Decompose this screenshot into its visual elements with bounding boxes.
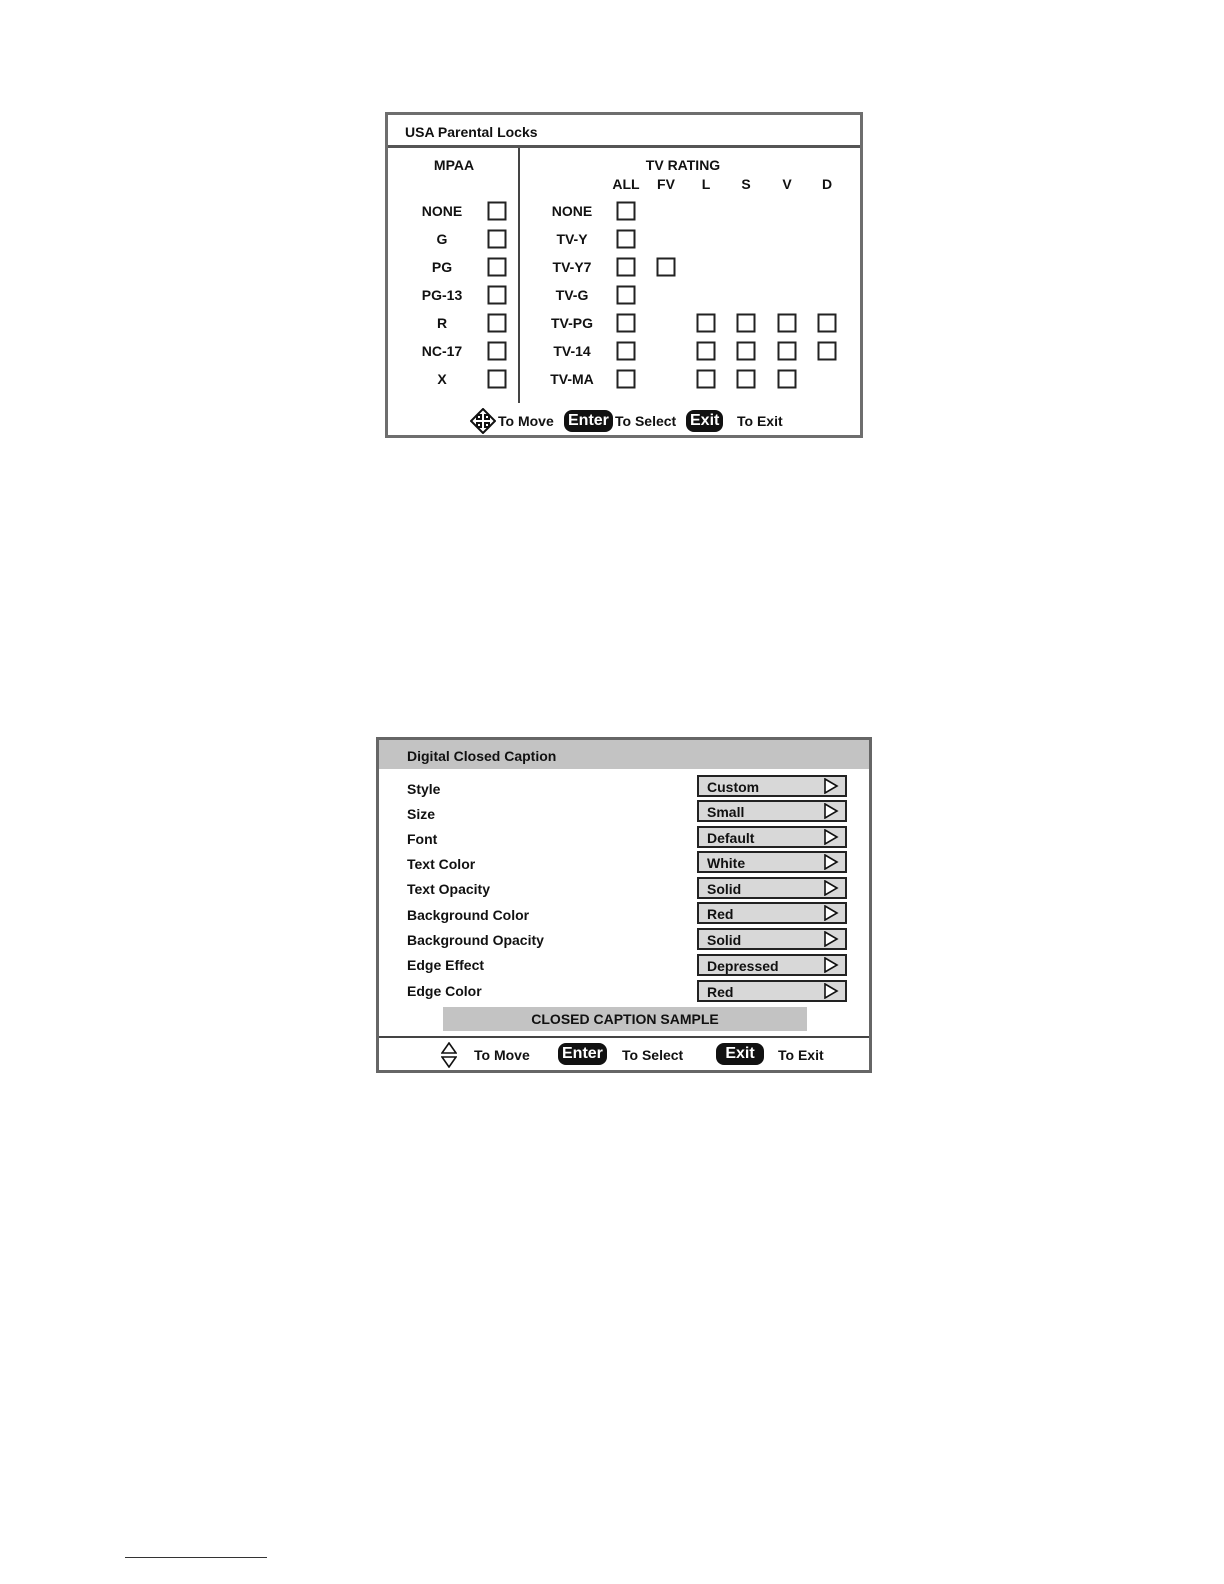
tv-rating-label: TV-Y7 — [552, 259, 592, 275]
tv-lock-checkbox-v[interactable] — [778, 370, 797, 389]
mpaa-lock-checkbox[interactable] — [488, 286, 507, 305]
caption-setting-value: Solid — [707, 932, 742, 948]
tv-lock-checkbox-all[interactable] — [617, 342, 636, 361]
caption-setting-selector[interactable] — [697, 902, 847, 924]
tv-rating-header: TV RATING — [645, 157, 721, 173]
tv-lock-checkbox-s[interactable] — [737, 370, 756, 389]
tv-lock-checkbox-s[interactable] — [737, 314, 756, 333]
tv-rating-label: TV-PG — [550, 315, 594, 331]
tv-lock-checkbox-all[interactable] — [617, 286, 636, 305]
panel-title-bar — [388, 115, 860, 148]
caption-setting-label: Text Opacity — [407, 881, 490, 897]
caption-setting-value: Solid — [707, 881, 742, 897]
play-arrow-icon[interactable] — [823, 931, 839, 947]
tv-rating-label: TV-14 — [553, 343, 591, 359]
four-way-arrow-icon — [470, 408, 496, 434]
tv-lock-checkbox-all[interactable] — [617, 258, 636, 277]
mpaa-header: MPAA — [433, 157, 475, 173]
caption-setting-value: Small — [707, 804, 745, 820]
caption-setting-value: White — [707, 855, 746, 871]
caption-setting-selector[interactable] — [697, 826, 847, 848]
mpaa-rating-label: G — [436, 231, 448, 247]
mpaa-rating-label: NONE — [421, 203, 463, 219]
caption-setting-value: Red — [707, 984, 734, 1000]
exit-key[interactable]: Exit — [686, 410, 723, 432]
tv-rating-label: TV-MA — [550, 371, 594, 387]
tv-column-header: ALL — [612, 176, 640, 192]
caption-setting-selector[interactable] — [697, 928, 847, 950]
play-arrow-icon[interactable] — [823, 829, 839, 845]
caption-setting-selector[interactable] — [697, 800, 847, 822]
up-down-arrow-icon — [441, 1042, 457, 1068]
caption-setting-label: Edge Color — [407, 983, 482, 999]
mpaa-rating-label: PG — [431, 259, 453, 275]
tv-lock-checkbox-v[interactable] — [778, 314, 797, 333]
mpaa-lock-checkbox[interactable] — [488, 202, 507, 221]
tv-column-header: FV — [657, 176, 675, 192]
tv-lock-checkbox-all[interactable] — [617, 370, 636, 389]
tv-column-header: V — [782, 176, 792, 192]
exit-hint: To Exit — [778, 1047, 824, 1063]
panel-footer — [388, 407, 860, 433]
play-arrow-icon[interactable] — [823, 778, 839, 794]
mpaa-rating-label: PG-13 — [421, 287, 463, 303]
tv-rating-label: TV-G — [555, 287, 589, 303]
mpaa-lock-checkbox[interactable] — [488, 230, 507, 249]
enter-key[interactable]: Enter — [564, 410, 613, 432]
panel-title: Digital Closed Caption — [407, 748, 557, 764]
tv-rating-label: TV-Y — [556, 231, 588, 247]
caption-setting-selector[interactable] — [697, 954, 847, 976]
caption-setting-selector[interactable] — [697, 877, 847, 899]
caption-setting-value: Depressed — [707, 958, 779, 974]
mpaa-rating-label: R — [436, 315, 448, 331]
caption-setting-label: Edge Effect — [407, 957, 485, 973]
select-hint: To Select — [615, 413, 677, 429]
tv-lock-checkbox-all[interactable] — [617, 202, 636, 221]
play-arrow-icon[interactable] — [823, 880, 839, 896]
parental-locks-panel — [385, 112, 863, 438]
caption-setting-value: Custom — [707, 779, 760, 795]
caption-setting-label: Background Color — [407, 907, 530, 923]
tv-lock-checkbox-l[interactable] — [697, 370, 716, 389]
tv-lock-checkbox-fv[interactable] — [657, 258, 676, 277]
select-hint: To Select — [622, 1047, 684, 1063]
tv-rating-label: NONE — [551, 203, 593, 219]
play-arrow-icon[interactable] — [823, 957, 839, 973]
mpaa-lock-checkbox[interactable] — [488, 314, 507, 333]
play-arrow-icon[interactable] — [823, 983, 839, 999]
caption-setting-value: Red — [707, 906, 734, 922]
panel-footer — [379, 1038, 869, 1070]
closed-caption-panel — [376, 737, 872, 1073]
caption-setting-label: Text Color — [407, 856, 476, 872]
tv-column-header: L — [701, 176, 711, 192]
exit-key[interactable]: Exit — [716, 1043, 764, 1065]
panel-title: USA Parental Locks — [405, 124, 538, 140]
tv-lock-checkbox-l[interactable] — [697, 314, 716, 333]
caption-setting-label: Size — [407, 806, 436, 822]
play-arrow-icon[interactable] — [823, 803, 839, 819]
caption-setting-selector[interactable] — [697, 851, 847, 873]
mpaa-lock-checkbox[interactable] — [488, 370, 507, 389]
tv-lock-checkbox-v[interactable] — [778, 342, 797, 361]
caption-setting-label: Style — [407, 781, 441, 797]
caption-setting-label: Font — [407, 831, 438, 847]
tv-column-header: D — [821, 176, 833, 192]
panel-title-bar — [379, 740, 869, 769]
move-hint: To Move — [474, 1047, 530, 1063]
tv-lock-checkbox-s[interactable] — [737, 342, 756, 361]
mpaa-lock-checkbox[interactable] — [488, 342, 507, 361]
play-arrow-icon[interactable] — [823, 854, 839, 870]
tv-lock-checkbox-l[interactable] — [697, 342, 716, 361]
caption-setting-selector[interactable] — [697, 775, 847, 797]
tv-column-header: S — [741, 176, 751, 192]
tv-lock-checkbox-d[interactable] — [818, 342, 837, 361]
column-divider — [518, 148, 520, 403]
mpaa-lock-checkbox[interactable] — [488, 258, 507, 277]
exit-hint: To Exit — [737, 413, 783, 429]
caption-setting-label: Background Opacity — [407, 932, 544, 948]
tv-lock-checkbox-all[interactable] — [617, 230, 636, 249]
mpaa-rating-label: NC-17 — [421, 343, 463, 359]
play-arrow-icon[interactable] — [823, 905, 839, 921]
footnote-rule — [125, 1557, 267, 1558]
move-hint: To Move — [498, 413, 554, 429]
caption-sample: CLOSED CAPTION SAMPLE — [443, 1007, 807, 1031]
mpaa-rating-label: X — [437, 371, 447, 387]
caption-setting-selector[interactable] — [697, 980, 847, 1002]
caption-setting-value: Default — [707, 830, 755, 846]
enter-key[interactable]: Enter — [558, 1043, 607, 1065]
tv-lock-checkbox-all[interactable] — [617, 314, 636, 333]
tv-lock-checkbox-d[interactable] — [818, 314, 837, 333]
